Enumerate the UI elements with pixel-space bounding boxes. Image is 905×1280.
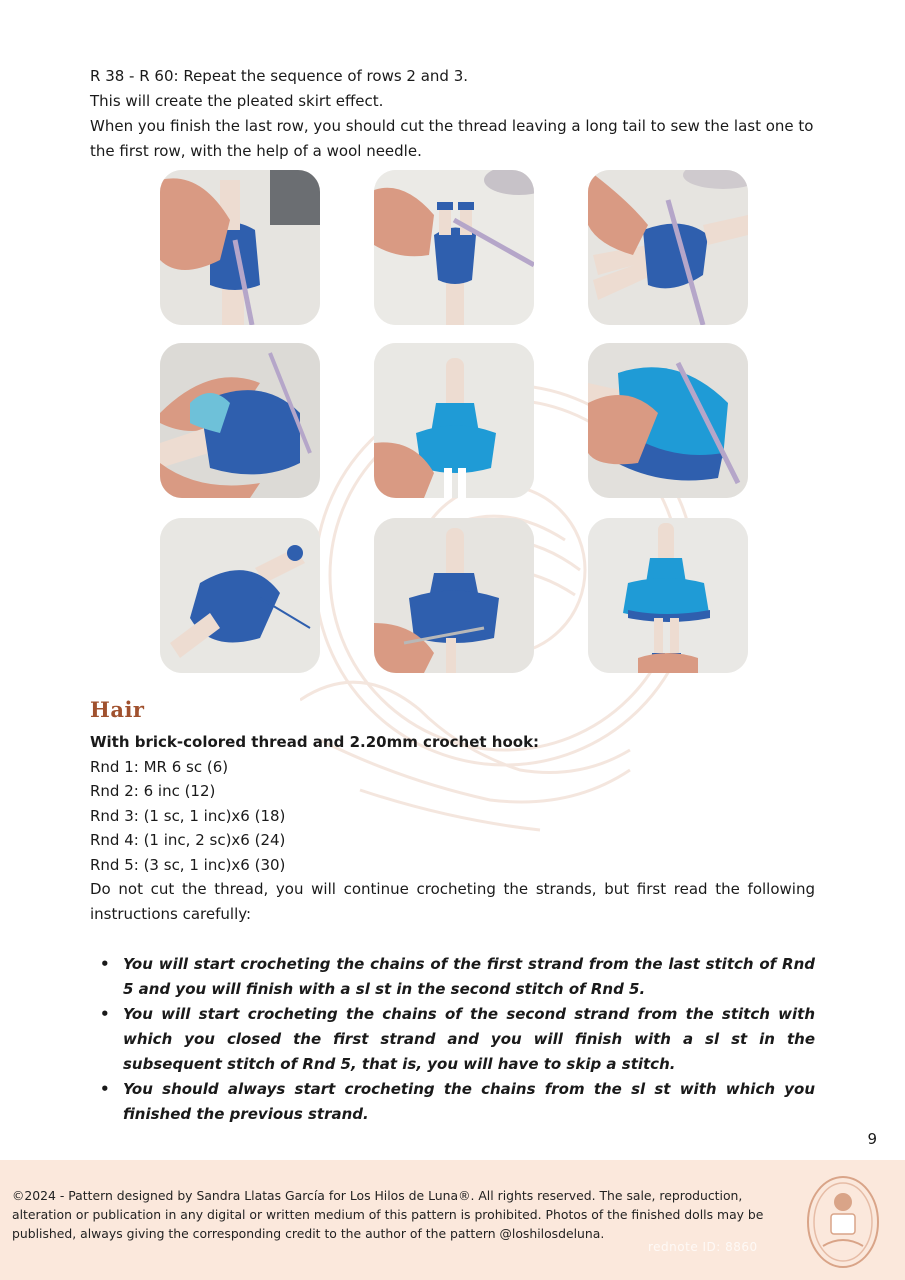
brand-logo-icon <box>805 1174 881 1270</box>
section-title-hair: Hair <box>90 697 145 722</box>
intro-line-3: When you finish the last row, you should cut the thread leaving a long tail to sew the last one to the first row, with the help of a wool needle. <box>90 117 814 160</box>
round-5: Rnd 5: (3 sc, 1 inc)x6 (30) <box>90 855 286 874</box>
photo-7 <box>160 518 320 673</box>
photo-2 <box>374 170 534 325</box>
intro-instructions <box>90 64 815 164</box>
platform-watermark: rednote ID: 8860 <box>648 1240 758 1254</box>
photo-9 <box>588 518 748 673</box>
photo-3 <box>588 170 748 325</box>
list-item: • You should always start crocheting the chains from the sl st with which you finished the previous strand. <box>100 1077 815 1127</box>
round-3: Rnd 3: (1 sc, 1 inc)x6 (18) <box>90 806 286 825</box>
intro-line-2: This will create the pleated skirt effect. <box>90 92 384 110</box>
round-1: Rnd 1: MR 6 sc (6) <box>90 757 229 776</box>
photo-6 <box>588 343 748 498</box>
intro-line-1: R 38 - R 60: Repeat the sequence of rows 2 and 3. <box>90 67 469 85</box>
list-item: • You will start crocheting the chains of the second strand from the stitch with which you closed the first strand and you will finish with a sl st in the subsequent stitch of Rnd 5, that is, you will have to skip a stitch. <box>100 1002 815 1077</box>
photo-4 <box>160 343 320 498</box>
photo-8 <box>374 518 534 673</box>
photo-grid <box>160 170 748 675</box>
copyright-notice: ©2024 - Pattern designed by Sandra Llatas García for Los Hilos de Luna®. All rights reserved. The sale, reproduction, alteration or publication in any digital or written medium of this pattern is prohibited. Photos of the finished dolls may be published, always giving the corresponding credit to the author of the pattern @loshilosdeluna. <box>12 1188 764 1241</box>
hair-subtitle: With brick-colored thread and 2.20mm crochet hook: <box>90 733 540 751</box>
photo-1 <box>160 170 320 325</box>
footer <box>0 1160 905 1280</box>
page-number: 9 <box>867 1130 877 1148</box>
strand-instructions-list <box>100 952 815 1127</box>
list-item: • You will start crocheting the chains of the first strand from the last stitch of Rnd 5 and you will finish with a sl st in the second stitch of Rnd 5. <box>100 952 815 1002</box>
hair-note: Do not cut the thread, you will continue crocheting the strands, but first read the following instructions carefully: <box>90 880 815 923</box>
photo-5 <box>374 343 534 498</box>
round-4: Rnd 4: (1 inc, 2 sc)x6 (24) <box>90 831 286 849</box>
hair-instructions <box>90 730 815 926</box>
round-2: Rnd 2: 6 inc (12) <box>90 782 216 800</box>
